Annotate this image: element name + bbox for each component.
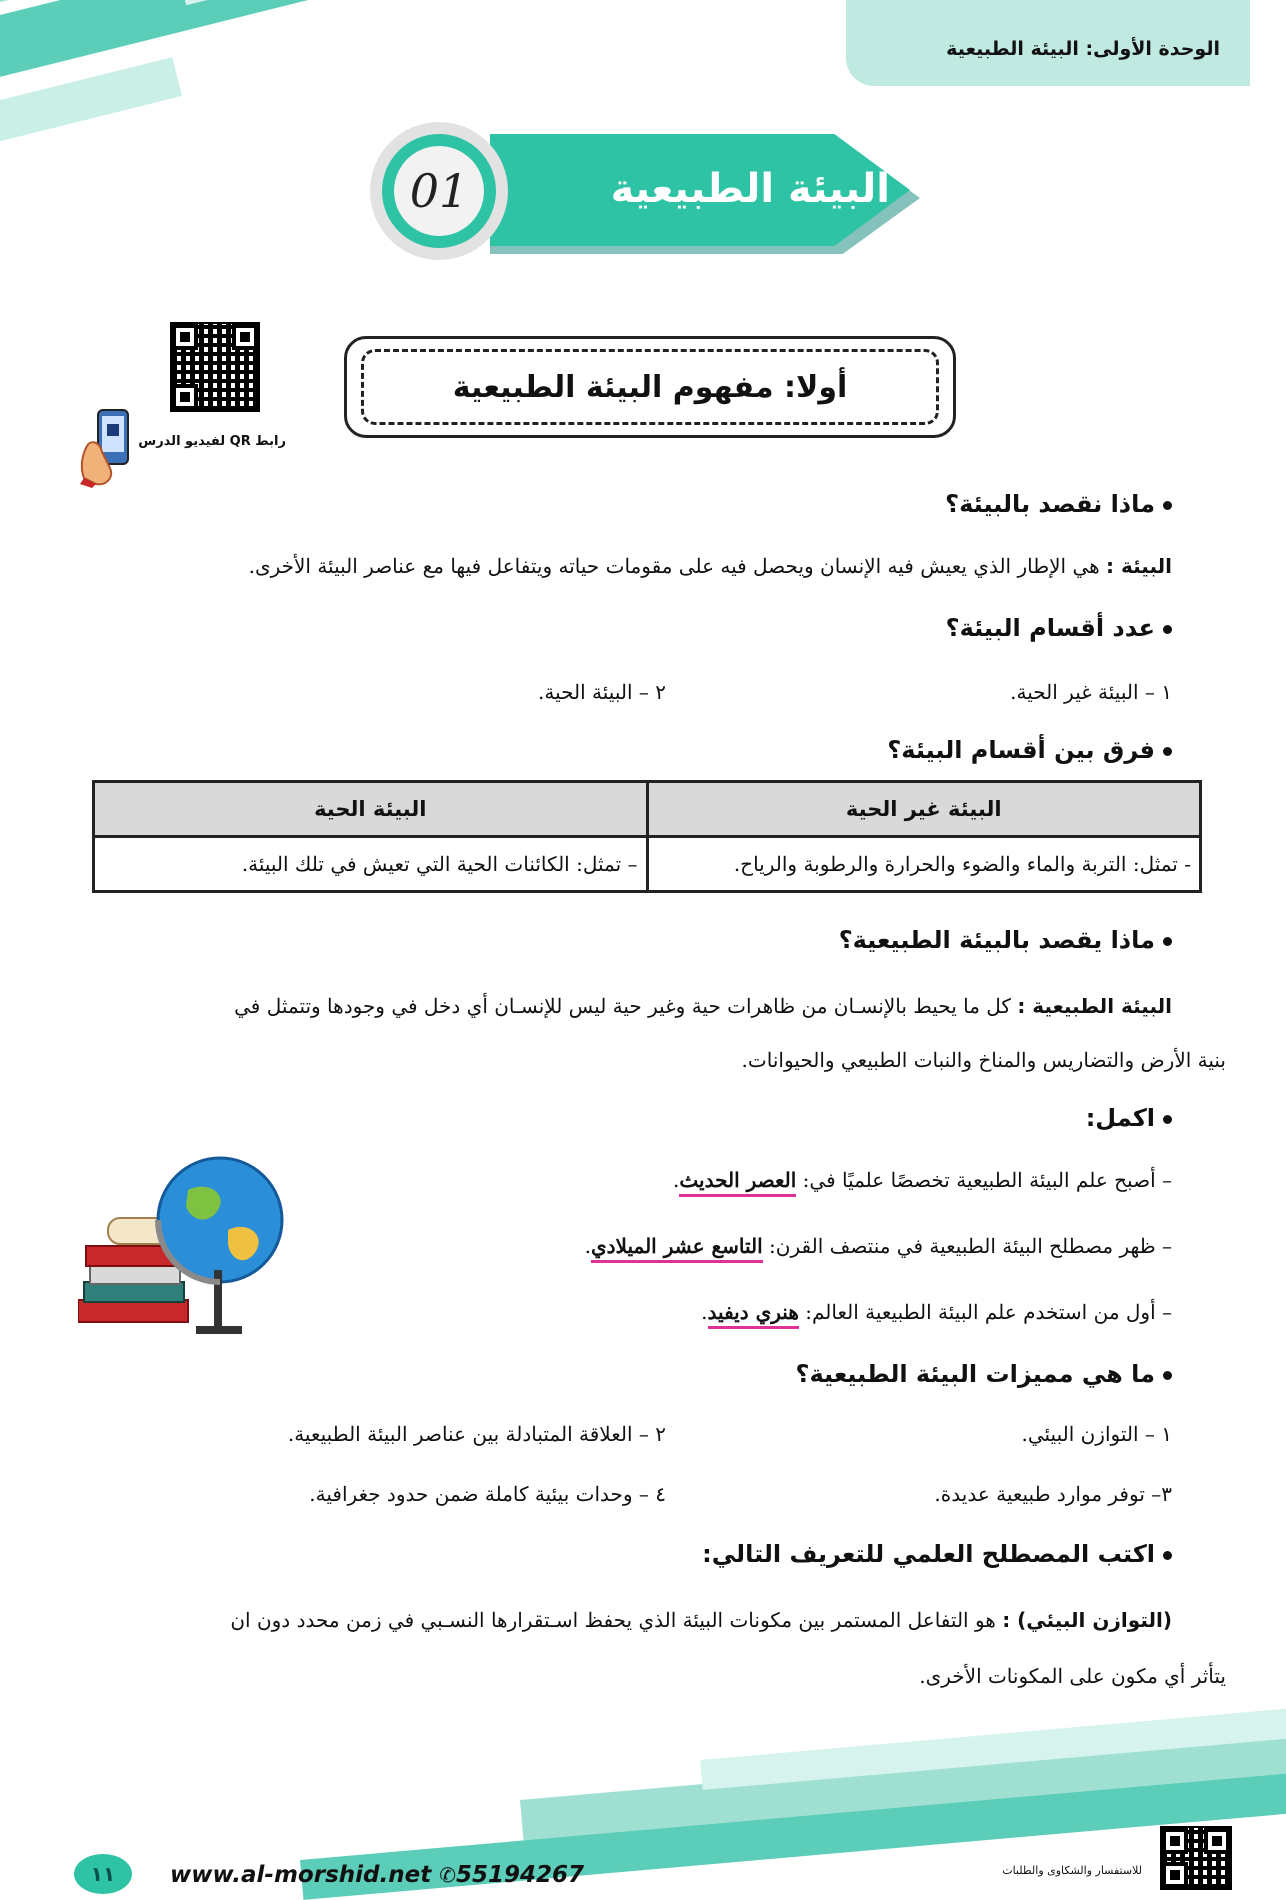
question-text: ماذا نقصد بالبيئة؟ — [945, 490, 1155, 518]
footer-contact — [170, 1862, 584, 1888]
definition-paragraph — [56, 554, 1172, 578]
question-text: فرق بين أقسام البيئة؟ — [887, 736, 1155, 764]
decor-stripe — [0, 0, 362, 88]
table-row — [94, 837, 1201, 892]
question-heading — [839, 926, 1172, 954]
qr-finder — [232, 324, 258, 350]
definition-text: هي الإطار الذي يعيش فيه الإنسان ويحصل فيه على مقومات حياته ويتفاعل فيها مع عناصر البيئة الأخرى. — [248, 554, 1100, 578]
phone-hand-icon — [80, 408, 140, 488]
list-item: ٢ – العلاقة المتبادلة بين عناصر البيئة الطبيعية. — [287, 1422, 666, 1446]
unit-label: الوحدة الأولى: البيئة الطبيعية — [946, 38, 1220, 60]
globe-books-illustration — [78, 1150, 298, 1350]
lesson-number-badge — [370, 122, 508, 260]
fill-in-answer: العصر الحديث — [679, 1168, 796, 1197]
lesson-number: 01 — [394, 146, 484, 236]
lesson-title: البيئة الطبيعية — [610, 166, 890, 212]
fill-in-answer: التاسع عشر الميلادي — [591, 1234, 763, 1263]
definition-term: البيئة : — [1106, 554, 1172, 578]
definition-paragraph — [56, 994, 1172, 1018]
comparison-table — [92, 780, 1202, 893]
bullet-icon — [1163, 1115, 1172, 1124]
badge-ring — [382, 134, 496, 248]
qr-finder — [172, 384, 198, 410]
section-title: أولا: مفهوم البيئة الطبيعية — [361, 349, 939, 425]
fill-in-line: – أول من استخدم علم البيئة الطبيعية العالم: هنري ديفيد. — [701, 1300, 1172, 1324]
unit-tab — [846, 0, 1250, 86]
fill-in-prompt: – أول من استخدم علم البيئة الطبيعية العالم: — [805, 1300, 1172, 1324]
definition-text: هو التفاعل المستمر بين مكونات البيئة الذي يحفظ اسـتقرارها النسـبي في زمن محدد دون ان — [230, 1608, 996, 1632]
decor-stripe — [0, 57, 182, 159]
website-link[interactable]: www.al-morshid.net — [170, 1862, 432, 1888]
list-item: ١ – البيئة غير الحية. — [1010, 680, 1172, 704]
definition-term: البيئة الطبيعية : — [1017, 994, 1172, 1018]
fill-in-prompt: – ظهر مصطلح البيئة الطبيعية في منتصف القرن: — [769, 1234, 1172, 1258]
list-item: ٤ – وحدات بيئية كاملة ضمن حدود جغرافية. — [309, 1482, 666, 1506]
definition-term: (التوازن البيئي) : — [1002, 1608, 1172, 1632]
question-text: عدد أقسام البيئة؟ — [945, 614, 1155, 642]
fill-in-prompt: – أصبح علم البيئة الطبيعية تخصصًا علميًا في: — [802, 1168, 1172, 1192]
list-item: ٢ – البيئة الحية. — [538, 680, 666, 704]
question-text: ما هي مميزات البيئة الطبيعية؟ — [795, 1360, 1155, 1388]
fill-in-line: – أصبح علم البيئة الطبيعية تخصصًا علميًا في: العصر الحديث. — [673, 1168, 1172, 1192]
question-heading — [946, 614, 1172, 642]
lesson-banner — [370, 122, 930, 262]
list-item: ٣– توفر موارد طبيعية عديدة. — [934, 1482, 1172, 1506]
fill-in-line: – ظهر مصطلح البيئة الطبيعية في منتصف القرن: التاسع عشر الميلادي. — [585, 1234, 1172, 1258]
table-header-cell: البيئة غير الحية — [647, 782, 1201, 837]
fill-in-answer: هنري ديفيد — [708, 1300, 799, 1329]
qr-finder — [1204, 1828, 1230, 1854]
bullet-icon — [1163, 501, 1172, 510]
section-title-box — [344, 336, 956, 438]
question-heading — [796, 1360, 1172, 1388]
question-heading — [945, 490, 1172, 518]
question-text: ماذا يقصد بالبيئة الطبيعية؟ — [838, 926, 1155, 954]
contact-label: للاستفسار والشكاوى والطلبات — [1002, 1864, 1142, 1877]
table-header-cell: البيئة الحية — [94, 782, 648, 837]
qr-finder — [172, 324, 198, 350]
qr-finder — [1162, 1862, 1188, 1888]
definition-continuation: بنية الأرض والتضاريس والمناخ والنبات الطبيعي والحيوانات. — [741, 1048, 1226, 1072]
phone-icon: ✆ — [439, 1863, 456, 1887]
bullet-icon — [1163, 625, 1172, 634]
bullet-icon — [1163, 937, 1172, 946]
list-item: ١ – التوازن البيئي. — [1021, 1422, 1172, 1446]
table-cell: – تمثل: الكائنات الحية التي تعيش في تلك البيئة. — [94, 837, 648, 892]
question-heading — [1086, 1104, 1172, 1132]
qr-caption: رابط QR لفيديو الدرس — [138, 434, 286, 449]
table-header-row — [94, 782, 1201, 837]
definition-continuation: يتأثر أي مكون على المكونات الأخرى. — [919, 1664, 1226, 1688]
lesson-qr-code[interactable] — [170, 322, 260, 412]
bullet-icon — [1163, 1551, 1172, 1560]
qr-finder — [1162, 1828, 1188, 1854]
question-text: اكمل: — [1085, 1104, 1155, 1132]
definition-paragraph — [56, 1608, 1172, 1632]
question-heading — [887, 736, 1172, 764]
table-cell: - تمثل: التربة والماء والضوء والحرارة والرطوبة والرياح. — [647, 837, 1201, 892]
bullet-icon — [1163, 1371, 1172, 1380]
page-number: ١١ — [74, 1854, 132, 1894]
question-heading — [702, 1540, 1172, 1568]
question-text: اكتب المصطلح العلمي للتعريف التالي: — [702, 1540, 1155, 1568]
definition-text: كل ما يحيط بالإنسـان من ظاهرات حية وغير حية ليس للإنسـان أي دخل في وجودها وتتمثل في — [234, 994, 1011, 1018]
phone-number: 55194267 — [455, 1862, 584, 1888]
contact-qr-code[interactable] — [1160, 1826, 1232, 1890]
bullet-icon — [1163, 747, 1172, 756]
